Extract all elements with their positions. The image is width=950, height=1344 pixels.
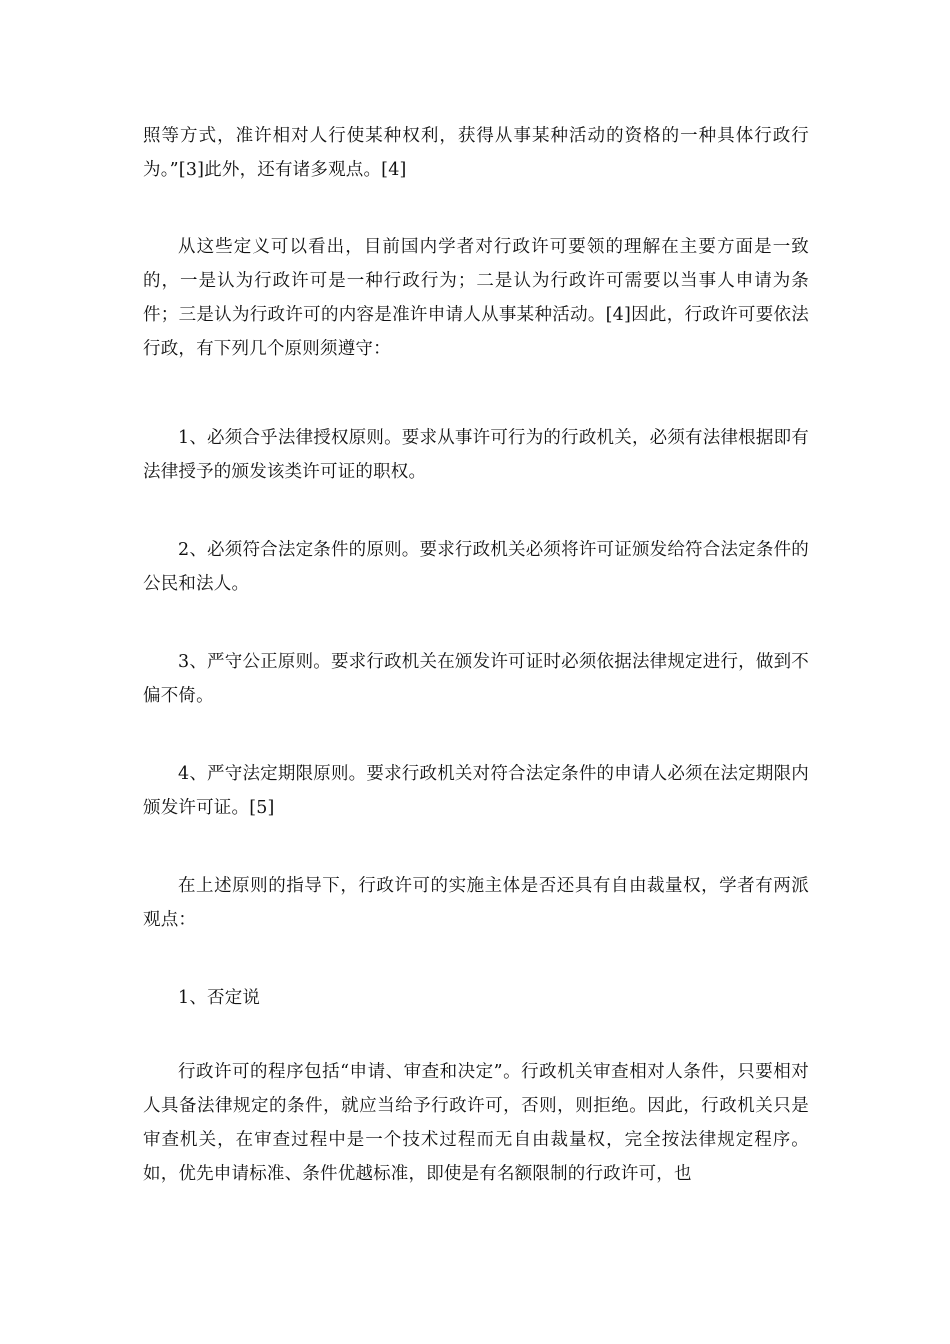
paragraph-principle-3: 3、严守公正原则。要求行政机关在颁发许可证时必须依据法律规定进行，做到不偏不倚。 [143,652,809,706]
paragraph-two-views: 在上述原则的指导下，行政许可的实施主体是否还具有自由裁量权，学者有两派观点： [143,876,809,930]
paragraph-definitions-summary: 从这些定义可以看出，目前国内学者对行政许可要领的理解在主要方面是一致的，一是认为行政许可是一种行政行为；二是认为行政许可需要以当事人申请为条件；三是认为行政许可的内容是准许申请人从事某种活动。[4]因此，行政许可要依法行政，有下列几个原则须遵守： [143,237,809,359]
paragraph-negative-view-body: 行政许可的程序包括“申请、审查和决定”。行政机关审查相对人条件，只要相对人具备法律规定的条件，就应当给予行政许可，否则，则拒绝。因此，行政机关只是审查机关，在审查过程中是一个技术过程而无自由裁量权，完全按法律规定程序。如，优先申请标准、条件优越标准，即使是有名额限制的行政许可，也 [143,1062,809,1184]
paragraph-principle-4: 4、严守法定期限原则。要求行政机关对符合法定条件的申请人必须在法定期限内颁发许可证。[5] [143,764,809,818]
paragraph-principle-1: 1、必须合乎法律授权原则。要求从事许可行为的行政机关，必须有法律根据即有法律授予的颁发该类许可证的职权。 [143,428,809,482]
paragraph-principle-2: 2、必须符合法定条件的原则。要求行政机关必须将许可证颁发给符合法定条件的公民和法人。 [143,540,809,594]
paragraph-continuation: 照等方式，准许相对人行使某种权利，获得从事某种活动的资格的一种具体行政行为。”[3]此外，还有诸多观点。[4] [143,126,809,180]
section-heading-negative-view: 1、否定说 [178,988,261,1008]
